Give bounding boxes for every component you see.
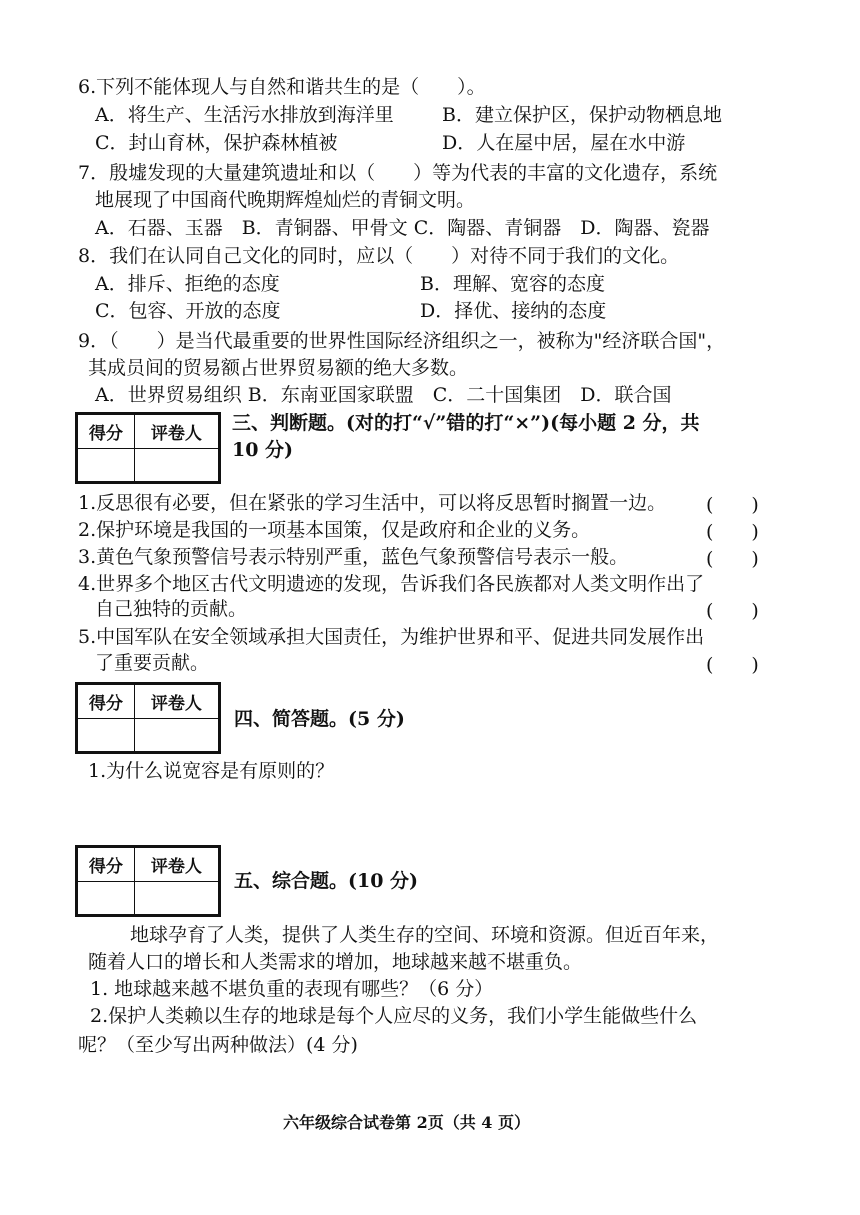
grader-cell[interactable]: [134, 882, 218, 915]
section4-question-1: 1.为什么说宽容是有原则的？: [88, 760, 335, 782]
judge-answer-1[interactable]: ( ): [706, 494, 759, 516]
judge-item-4: 4.世界多个地区古代文明遗迹的发现，告诉我们各民族都对人类文明作出了: [78, 573, 705, 595]
score-box-section3: [75, 412, 221, 484]
q6-option-b: B．建立保护区，保护动物栖息地: [442, 104, 722, 126]
q8-option-c: C．包容、开放的态度: [95, 300, 281, 322]
q9-stem-cont: 其成员间的贸易额占世界贸易额的绝大多数。: [88, 357, 469, 379]
judge-answer-3[interactable]: ( ): [706, 548, 759, 570]
section5-passage-line2: 随着人口的增长和人类需求的增加，地球越来越不堪重负。: [88, 951, 583, 973]
q6-option-d: D．人在屋中居，屋在水中游: [442, 132, 686, 154]
score-box-section4: [75, 682, 221, 754]
section4-title: 四、简答题。(5 分): [234, 708, 405, 730]
judge-answer-4[interactable]: ( ): [706, 600, 759, 622]
judge-item-4-cont: 自己独特的贡献。: [95, 598, 248, 620]
section5-question-2: 2.保护人类赖以生存的地球是每个人应尽的义务，我们小学生能做些什么: [90, 1005, 698, 1027]
q9-options: A．世界贸易组织 B．东南亚国家联盟 C．二十国集团 D．联合国: [95, 384, 672, 406]
section5-passage-line1: 地球孕育了人类，提供了人类生存的空间、环境和资源。但近百年来，: [130, 924, 720, 946]
page-footer: 六年级综合试卷第 2页（共 4 页）: [283, 1113, 530, 1132]
q7-options: A．石器、玉器 B．青铜器、甲骨文 C．陶器、青铜器 D．陶器、瓷器: [95, 217, 710, 239]
grader-cell[interactable]: [134, 449, 218, 482]
q8-option-a: A．排斥、拒绝的态度: [95, 273, 280, 295]
grader-cell[interactable]: [134, 719, 218, 752]
q6-option-a: A．将生产、生活污水排放到海洋里: [95, 104, 394, 126]
q6-stem: 6.下列不能体现人与自然和谐共生的是（ ）。: [78, 76, 486, 98]
judge-answer-5[interactable]: ( ): [706, 654, 759, 676]
score-label: 得分: [78, 848, 135, 882]
score-label: 得分: [78, 685, 135, 719]
score-box-section5: [75, 845, 221, 917]
section5-question-1: 1. 地球越来越不堪负重的表现有哪些？（6 分）: [90, 978, 494, 1000]
judge-item-3: 3.黄色气象预警信号表示特别严重，蓝色气象预警信号表示一般。: [78, 546, 629, 568]
q7-stem: 7．殷墟发现的大量建筑遗址和以（ ）等为代表的丰富的文化遗存，系统: [78, 162, 718, 184]
q8-option-d: D．择优、接纳的态度: [420, 300, 607, 322]
judge-item-1: 1.反思很有必要，但在紧张的学习生活中，可以将反思暂时搁置一边。: [78, 492, 667, 514]
score-label: 得分: [78, 415, 135, 449]
judge-item-5: 5.中国军队在安全领域承担大国责任，为维护世界和平、促进共同发展作出: [78, 626, 705, 648]
grader-label: 评卷人: [134, 848, 218, 882]
grader-label: 评卷人: [134, 685, 218, 719]
score-cell[interactable]: [78, 719, 135, 752]
judge-item-5-cont: 了重要贡献。: [95, 652, 210, 674]
q8-option-b: B．理解、宽容的态度: [420, 273, 605, 295]
section3-title-cont: 10 分): [232, 439, 294, 461]
q8-stem: 8．我们在认同自己文化的同时，应以（ ）对待不同于我们的文化。: [78, 245, 680, 267]
q7-stem-cont: 地展现了中国商代晚期辉煌灿烂的青铜文明。: [95, 189, 476, 211]
judge-item-2: 2.保护环境是我国的一项基本国策，仅是政府和企业的义务。: [78, 519, 591, 541]
section5-question-2-cont: 呢？（至少写出两种做法）(4 分): [78, 1034, 358, 1056]
q6-option-c: C．封山育林，保护森林植被: [95, 132, 338, 154]
section3-title: 三、判断题。(对的打“√”错的打“×”)(每小题 2 分，共: [232, 412, 700, 434]
score-cell[interactable]: [78, 882, 135, 915]
grader-label: 评卷人: [134, 415, 218, 449]
judge-answer-2[interactable]: ( ): [706, 521, 759, 543]
q9-stem: 9．（ ）是当代最重要的世界性国际经济组织之一，被称为"经济联合国"，: [78, 330, 726, 352]
score-cell[interactable]: [78, 449, 135, 482]
section5-title: 五、综合题。(10 分): [234, 870, 419, 892]
